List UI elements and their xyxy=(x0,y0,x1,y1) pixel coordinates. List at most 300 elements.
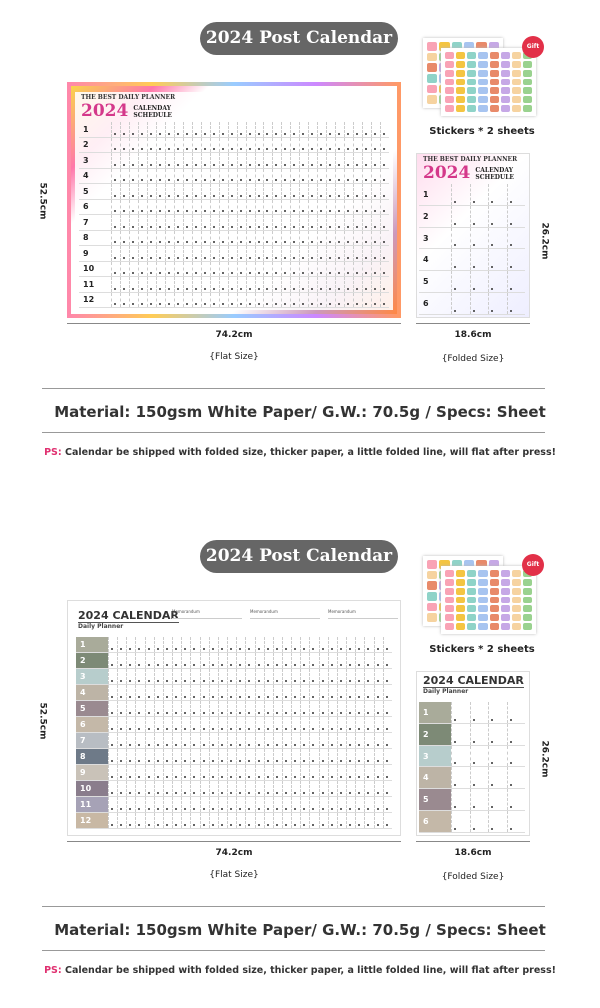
day-cell xyxy=(156,293,165,308)
sticker xyxy=(467,570,476,577)
day-cell xyxy=(326,215,335,230)
day-cell xyxy=(138,153,147,168)
day-cell xyxy=(371,262,380,277)
day-cell xyxy=(135,733,144,748)
day-cell xyxy=(111,293,120,308)
day-cell xyxy=(451,702,470,723)
day-cell xyxy=(135,749,144,764)
day-cell xyxy=(163,637,172,652)
day-cell xyxy=(227,813,236,828)
day-cell xyxy=(319,749,328,764)
calendar-header xyxy=(78,609,179,637)
sticker xyxy=(523,70,532,77)
month-number: 10 xyxy=(76,781,108,796)
day-cell xyxy=(219,231,228,246)
day-cell xyxy=(172,653,181,668)
day-cell xyxy=(470,206,489,227)
month-row xyxy=(419,702,525,724)
day-cell xyxy=(364,685,373,700)
day-cell xyxy=(183,293,192,308)
day-cell xyxy=(263,138,272,153)
day-cell xyxy=(344,231,353,246)
day-cell xyxy=(172,797,181,812)
day-cell xyxy=(135,669,144,684)
day-cell xyxy=(135,685,144,700)
day-cell xyxy=(328,733,337,748)
sticker xyxy=(467,623,476,630)
day-cell xyxy=(237,153,246,168)
day-cell xyxy=(227,733,236,748)
day-cell xyxy=(192,293,201,308)
day-cell xyxy=(255,701,264,716)
day-cell xyxy=(263,122,272,137)
day-cell xyxy=(328,813,337,828)
day-cell xyxy=(319,813,328,828)
day-cell xyxy=(245,797,254,812)
day-cell xyxy=(300,765,309,780)
day-cell xyxy=(108,717,117,732)
month-number: 1 xyxy=(423,189,429,199)
day-cell xyxy=(344,153,353,168)
day-cell xyxy=(282,781,291,796)
day-cell xyxy=(255,749,264,764)
day-cell xyxy=(290,153,299,168)
day-cell xyxy=(488,767,507,788)
day-cell xyxy=(255,637,264,652)
day-cell xyxy=(228,138,237,153)
day-cell xyxy=(209,701,218,716)
calendar-header xyxy=(423,674,524,702)
day-cell xyxy=(138,293,147,308)
day-cell xyxy=(108,669,117,684)
month-number: 8 xyxy=(83,233,89,243)
day-cell xyxy=(172,781,181,796)
day-cell xyxy=(374,701,383,716)
sticker xyxy=(501,105,510,112)
divider xyxy=(42,432,545,433)
month-rows xyxy=(419,184,525,315)
sticker xyxy=(445,105,454,112)
day-cell xyxy=(264,701,273,716)
day-cell xyxy=(364,717,373,732)
sticker xyxy=(512,87,521,94)
day-cell xyxy=(291,749,300,764)
day-cell xyxy=(200,717,209,732)
day-cell xyxy=(219,293,228,308)
sticker xyxy=(467,105,476,112)
day-cell xyxy=(117,637,126,652)
gift-badge: Gift xyxy=(522,36,544,58)
day-cell xyxy=(264,685,273,700)
day-cell xyxy=(335,231,344,246)
day-cell xyxy=(165,153,174,168)
day-cell xyxy=(353,262,362,277)
day-cell xyxy=(309,813,318,828)
day-cell xyxy=(383,653,392,668)
memo-label: Memorandum xyxy=(172,609,242,619)
month-row xyxy=(79,138,389,154)
day-cell xyxy=(344,200,353,215)
day-cell xyxy=(181,701,190,716)
day-cell xyxy=(237,122,246,137)
day-cell xyxy=(129,246,138,261)
day-cell xyxy=(200,653,209,668)
day-cell xyxy=(371,138,380,153)
day-cell xyxy=(264,669,273,684)
day-cell xyxy=(364,669,373,684)
day-cell xyxy=(317,138,326,153)
divider xyxy=(42,950,545,951)
day-cell xyxy=(165,262,174,277)
folded-calendar-image xyxy=(416,671,530,836)
day-cell xyxy=(328,653,337,668)
day-cell xyxy=(380,169,389,184)
width-dimension-line xyxy=(67,323,401,324)
day-cell xyxy=(237,231,246,246)
day-cell xyxy=(346,765,355,780)
sticker xyxy=(467,96,476,103)
day-cell xyxy=(344,184,353,199)
day-cell xyxy=(183,169,192,184)
day-cell xyxy=(126,701,135,716)
day-cell xyxy=(183,138,192,153)
sticker xyxy=(456,79,465,86)
day-cell xyxy=(120,231,129,246)
day-cell xyxy=(319,669,328,684)
day-cell xyxy=(117,813,126,828)
sticker xyxy=(490,614,499,621)
month-row xyxy=(76,669,392,685)
day-cell xyxy=(135,653,144,668)
month-row xyxy=(76,733,392,749)
month-row xyxy=(79,215,389,231)
day-cell xyxy=(154,653,163,668)
day-cell xyxy=(181,765,190,780)
day-cell xyxy=(183,153,192,168)
day-cell xyxy=(108,701,117,716)
title-pill: 2024 Post Calendar xyxy=(200,540,398,573)
day-cell xyxy=(507,271,526,292)
day-cell xyxy=(255,138,264,153)
day-cell xyxy=(200,781,209,796)
day-cell xyxy=(129,200,138,215)
day-cell xyxy=(362,262,371,277)
product-section xyxy=(0,518,600,1008)
day-cell xyxy=(346,685,355,700)
day-cell xyxy=(470,767,489,788)
day-cell xyxy=(507,702,526,723)
day-cell xyxy=(156,153,165,168)
day-cell xyxy=(290,122,299,137)
day-cell xyxy=(120,169,129,184)
day-cell xyxy=(111,277,120,292)
day-cell xyxy=(507,293,526,314)
month-row xyxy=(419,184,525,206)
day-cell xyxy=(154,797,163,812)
day-cell xyxy=(165,184,174,199)
day-cell xyxy=(337,637,346,652)
day-cell xyxy=(272,122,281,137)
month-row xyxy=(76,701,392,717)
day-cell xyxy=(129,169,138,184)
day-cell xyxy=(174,122,183,137)
day-cell xyxy=(172,685,181,700)
day-cell xyxy=(364,813,373,828)
month-number: 5 xyxy=(83,186,89,196)
day-cell xyxy=(156,246,165,261)
month-number: 4 xyxy=(83,171,89,181)
day-cell xyxy=(145,797,154,812)
day-cell xyxy=(362,138,371,153)
day-cell xyxy=(192,277,201,292)
day-cell xyxy=(120,138,129,153)
sticker xyxy=(523,588,532,595)
day-cell xyxy=(219,262,228,277)
sticker xyxy=(456,605,465,612)
month-number: 7 xyxy=(76,733,108,748)
day-cell xyxy=(126,781,135,796)
day-cell xyxy=(163,669,172,684)
day-cell xyxy=(319,701,328,716)
day-cell xyxy=(209,653,218,668)
sticker xyxy=(478,70,487,77)
day-cell xyxy=(209,797,218,812)
day-cell xyxy=(209,765,218,780)
day-cell xyxy=(326,262,335,277)
day-cell xyxy=(236,733,245,748)
day-cell xyxy=(246,215,255,230)
ps-label: PS: xyxy=(44,447,62,458)
day-cell xyxy=(263,153,272,168)
day-cell xyxy=(451,293,470,314)
sticker xyxy=(456,570,465,577)
sticker xyxy=(456,61,465,68)
day-cell xyxy=(346,797,355,812)
day-cell xyxy=(200,701,209,716)
calendar-header xyxy=(423,156,519,184)
day-cell xyxy=(355,813,364,828)
day-cell xyxy=(488,271,507,292)
sticker xyxy=(456,597,465,604)
day-cell xyxy=(174,215,183,230)
day-cell xyxy=(201,169,210,184)
day-cell xyxy=(353,246,362,261)
day-cell xyxy=(264,749,273,764)
day-cell xyxy=(371,169,380,184)
day-cell xyxy=(355,653,364,668)
month-number: 6 xyxy=(419,811,451,832)
day-cell xyxy=(488,789,507,810)
day-cell xyxy=(309,733,318,748)
day-cell xyxy=(201,184,210,199)
day-cell xyxy=(255,153,264,168)
day-cell xyxy=(282,813,291,828)
day-cell xyxy=(281,262,290,277)
sticker xyxy=(501,61,510,68)
day-cell xyxy=(263,169,272,184)
sticker xyxy=(467,597,476,604)
day-cell xyxy=(346,781,355,796)
day-cell xyxy=(138,200,147,215)
day-cell xyxy=(163,781,172,796)
sticker xyxy=(490,623,499,630)
day-cell xyxy=(263,215,272,230)
day-cell xyxy=(192,122,201,137)
sticker xyxy=(478,579,487,586)
day-cell xyxy=(163,685,172,700)
day-cell xyxy=(120,200,129,215)
day-cell xyxy=(371,277,380,292)
day-cell xyxy=(374,781,383,796)
day-cell xyxy=(135,765,144,780)
day-cell xyxy=(272,153,281,168)
day-cell xyxy=(317,153,326,168)
day-cell xyxy=(326,293,335,308)
day-cell xyxy=(200,765,209,780)
memo-label: Memorandum xyxy=(328,609,398,619)
day-cell xyxy=(309,797,318,812)
day-cell xyxy=(129,231,138,246)
sticker xyxy=(456,579,465,586)
day-cell xyxy=(236,781,245,796)
day-cell xyxy=(272,293,281,308)
day-cell xyxy=(470,746,489,767)
day-cell xyxy=(355,733,364,748)
folded-size-label: {Folded Size} xyxy=(441,872,505,882)
day-cell xyxy=(135,797,144,812)
month-row xyxy=(79,184,389,200)
month-row xyxy=(79,122,389,138)
day-cell xyxy=(374,765,383,780)
day-cell xyxy=(219,122,228,137)
sticker xyxy=(445,570,454,577)
day-cell xyxy=(218,813,227,828)
day-cell xyxy=(120,153,129,168)
sticker xyxy=(427,95,437,104)
day-cell xyxy=(210,246,219,261)
day-cell xyxy=(201,231,210,246)
day-cell xyxy=(129,153,138,168)
day-cell xyxy=(111,138,120,153)
day-cell xyxy=(337,669,346,684)
day-cell xyxy=(154,733,163,748)
day-cell xyxy=(201,215,210,230)
day-cell xyxy=(218,637,227,652)
day-cell xyxy=(282,669,291,684)
day-cell xyxy=(488,184,507,205)
day-cell xyxy=(470,271,489,292)
day-cell xyxy=(237,293,246,308)
day-cell xyxy=(111,215,120,230)
day-cell xyxy=(246,293,255,308)
day-cell xyxy=(364,733,373,748)
day-cell xyxy=(317,200,326,215)
sticker xyxy=(467,61,476,68)
memo-label: Memorandum xyxy=(250,609,320,619)
planner-subtitle: CALENDAY SCHEDULE xyxy=(133,105,172,119)
day-cell xyxy=(319,765,328,780)
day-cell xyxy=(291,733,300,748)
day-cell xyxy=(201,138,210,153)
flat-calendar-image xyxy=(67,82,401,318)
day-cell xyxy=(299,246,308,261)
day-cell xyxy=(192,200,201,215)
day-cell xyxy=(281,184,290,199)
sticker xyxy=(523,96,532,103)
day-cell xyxy=(273,701,282,716)
day-cell xyxy=(163,749,172,764)
day-cell xyxy=(108,685,117,700)
day-cell xyxy=(335,122,344,137)
day-cell xyxy=(236,701,245,716)
day-cell xyxy=(117,685,126,700)
day-cell xyxy=(309,717,318,732)
day-cell xyxy=(290,215,299,230)
day-cell xyxy=(264,813,273,828)
day-cell xyxy=(174,231,183,246)
day-cell xyxy=(218,749,227,764)
day-cell xyxy=(308,184,317,199)
day-cell xyxy=(374,717,383,732)
day-cell xyxy=(319,797,328,812)
day-cell xyxy=(335,215,344,230)
day-cell xyxy=(210,262,219,277)
day-cell xyxy=(308,138,317,153)
day-cell xyxy=(218,653,227,668)
day-cell xyxy=(308,231,317,246)
sticker xyxy=(478,588,487,595)
month-number: 5 xyxy=(419,789,451,810)
day-cell xyxy=(488,811,507,832)
planner-year: 2024 xyxy=(423,163,471,183)
day-cell xyxy=(145,685,154,700)
day-cell xyxy=(353,184,362,199)
sticker xyxy=(501,570,510,577)
day-cell xyxy=(117,717,126,732)
day-cell xyxy=(154,717,163,732)
sticker xyxy=(445,605,454,612)
sticker xyxy=(490,605,499,612)
day-cell xyxy=(172,749,181,764)
day-cell xyxy=(236,749,245,764)
day-cell xyxy=(228,200,237,215)
sticker xyxy=(512,61,521,68)
day-cell xyxy=(111,184,120,199)
day-cell xyxy=(129,277,138,292)
day-cell xyxy=(326,200,335,215)
day-cell xyxy=(353,231,362,246)
day-cell xyxy=(355,765,364,780)
month-row xyxy=(419,293,525,315)
day-cell xyxy=(156,200,165,215)
day-cell xyxy=(380,293,389,308)
day-cell xyxy=(364,797,373,812)
day-cell xyxy=(272,231,281,246)
month-row xyxy=(79,169,389,185)
day-cell xyxy=(346,653,355,668)
day-cell xyxy=(228,153,237,168)
day-cell xyxy=(218,765,227,780)
day-cell xyxy=(228,293,237,308)
day-cell xyxy=(138,122,147,137)
month-row xyxy=(79,231,389,247)
day-cell xyxy=(337,765,346,780)
day-cell xyxy=(209,733,218,748)
day-cell xyxy=(308,215,317,230)
sticker xyxy=(490,588,499,595)
day-cell xyxy=(200,669,209,684)
sticker xyxy=(427,560,437,569)
